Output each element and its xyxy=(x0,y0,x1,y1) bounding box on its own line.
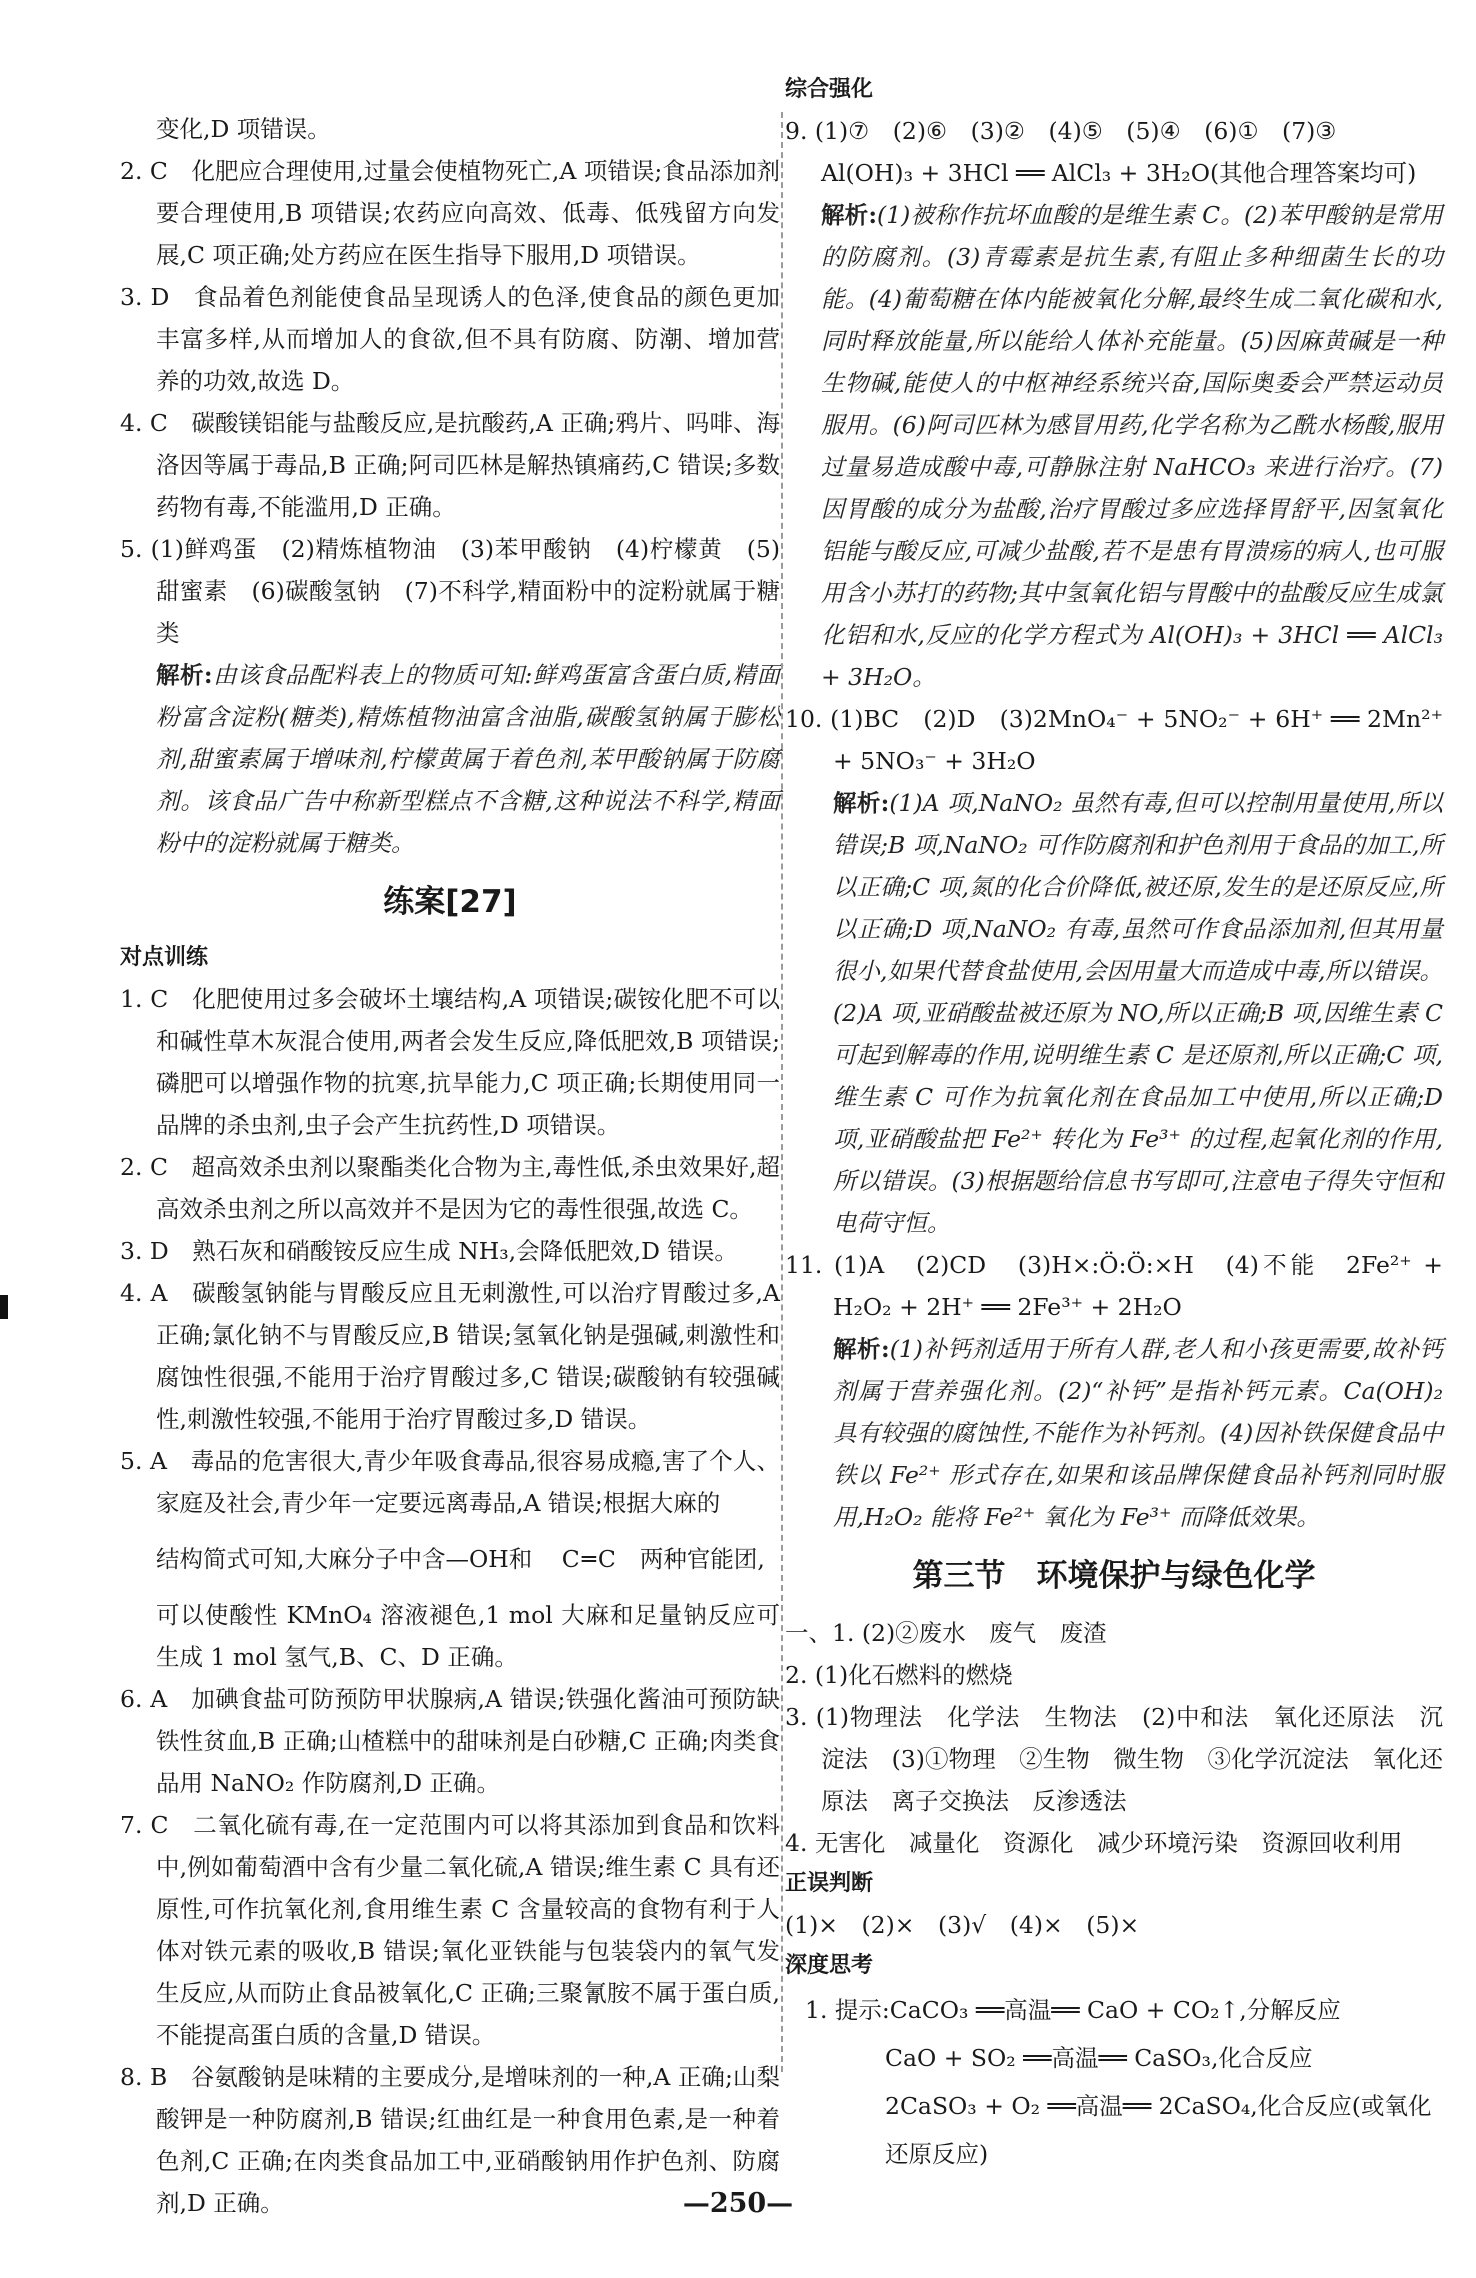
question-3: 3. D 熟石灰和硝酸铵反应生成 NH₃,会降低肥效,D 错误。 xyxy=(120,1237,738,1265)
fill-answer-3: 3. (1)物理法 化学法 生物法 (2)中和法 氧化还原法 沉淀法 (3)①物理 ②生物 微生物 ③化学沉淀法 氧化还原法 离子交换法 反渗透法 xyxy=(785,1703,1443,1815)
analysis-label: 解析: xyxy=(833,1335,890,1363)
equation-1: 1. 提示:CaCO₃ ══高温══ CaO + CO₂↑,分解反应 xyxy=(805,1996,1341,2024)
question-5: 5. A 毒品的危害很大,青少年吸食毒品,很容易成瘾,害了个人、家庭及社会,青少年一定要远离毒品,A 错误;根据大麻的 xyxy=(120,1447,780,1517)
section-heading: 正误判断 xyxy=(785,1871,874,1896)
question-2: 2. C 超高效杀虫剂以聚酯类化合物为主,毒性低,杀虫效果好,超高效杀虫剂之所以高效并不是因为它的毒性很强,故选 C。 xyxy=(120,1153,780,1223)
question-5-cont: 可以使酸性 KMnO₄ 溶液褪色,1 mol 大麻和足量钠反应可生成 1 mol 氢气,B、C、D 正确。 xyxy=(156,1601,780,1671)
answer-4: 4. C 碳酸镁铝能与盐酸反应,是抗酸药,A 正确;鸦片、吗啡、海洛因等属于毒品,B 正确;阿司匹林是解热镇痛药,C 错误;多数药物有毒,不能滥用,D 正确。 xyxy=(120,409,780,521)
section-heading: 深度思考 xyxy=(785,1953,874,1978)
analysis-label: 解析: xyxy=(821,201,878,229)
right-column xyxy=(785,70,1443,2178)
analysis-10 xyxy=(785,782,1443,1244)
column-divider xyxy=(781,112,783,2072)
question-9: 9. (1)⑦ (2)⑥ (3)② (4)⑤ (5)④ (6)① (7)③ xyxy=(785,117,1337,145)
answer-text: 变化,D 项错误。 xyxy=(156,115,331,143)
answer-2: 2. C 化肥应合理使用,过量会使植物死亡,A 项错误;食品添加剂要合理使用,B 项错误;农药应向高效、低毒、低残留方向发展,C 项正确;处方药应在医生指导下服用,D 项错误。 xyxy=(120,157,780,269)
question-9-equation: Al(OH)₃ + 3HCl ══ AlCl₃ + 3H₂O(其他合理答案均可) xyxy=(821,159,1417,187)
analysis-5 xyxy=(120,654,780,864)
equation-3: 2CaSO₃ + O₂ ══高温══ 2CaSO₄,化合反应(或氧化还原反应) xyxy=(885,2092,1432,2168)
section-heading: 对点训练 xyxy=(120,945,209,970)
page-number: —250— xyxy=(682,2188,794,2219)
fill-answer-4: 4. 无害化 减量化 资源化 减少环境污染 资源回收利用 xyxy=(785,1829,1403,1857)
analysis-9 xyxy=(785,194,1443,698)
structure-text-end: 两种官能团, xyxy=(639,1545,765,1573)
section-heading: 综合强化 xyxy=(785,77,874,102)
question-4: 4. A 碳酸氢钠能与胃酸反应且无刺激性,可以治疗胃酸过多,A 正确;氯化钠不与胃酸反应,B 错误;氢氧化钠是强碱,刺激性和腐蚀性很强,不能用于治疗胃酸过多,C 错误;碳酸钠有较强碱性,刺激性较强,不能用于治疗胃酸过多,D 错误。 xyxy=(120,1279,780,1433)
analysis-label: 解析: xyxy=(833,789,890,817)
margin-mark xyxy=(0,1295,8,1319)
answer-3: 3. D 食品着色剂能使食品呈现诱人的色泽,使食品的颜色更加丰富多样,从而增加人的食欲,但不具有防腐、防潮、增加营养的功效,故选 D。 xyxy=(120,283,780,395)
section-title: 第三节 环境保护与绿色化学 xyxy=(912,1558,1316,1594)
question-1: 1. C 化肥使用过多会破坏土壤结构,A 项错误;碳铵化肥不可以和碱性草木灰混合使用,两者会发生反应,降低肥效,B 项错误;磷肥可以增强作物的抗寒,抗旱能力,C 项正确;长期使用同一品牌的杀虫剂,虫子会产生抗药性,D 项错误。 xyxy=(120,985,780,1139)
fill-answer-1: 一、1. (2)②废水 废气 废渣 xyxy=(785,1619,1107,1647)
fill-answer-2: 2. (1)化石燃料的燃烧 xyxy=(785,1661,1013,1689)
left-column xyxy=(120,108,780,2224)
structure-text: 结构简式可知,大麻分子中含—OH和 xyxy=(156,1545,533,1573)
question-11: 11. (1)A (2)CD (3)H×:Ö:Ö:×H (4)不能 2Fe²⁺ + H₂O₂ + 2H⁺ ══ 2Fe³⁺ + 2H₂O xyxy=(785,1251,1443,1321)
true-false-answers: (1)× (2)× (3)√ (4)× (5)× xyxy=(785,1911,1140,1939)
section-title: 练案[27] xyxy=(383,884,517,920)
equation-2: CaO + SO₂ ══高温══ CaSO₃,化合反应 xyxy=(885,2044,1313,2072)
question-6: 6. A 加碘食盐可防预防甲状腺病,A 错误;铁强化酱油可预防缺铁性贫血,B 正确;山楂糕中的甜味剂是白砂糖,C 正确;肉类食品用 NaNO₂ 作防腐剂,D 正确。 xyxy=(120,1685,780,1797)
analysis-label: 解析: xyxy=(156,661,213,689)
analysis-text: (1)被称作抗坏血酸的是维生素 C。(2)苯甲酸钠是常用的防腐剂。(3)青霉素是抗生素,有阻止多种细菌生长的功能。(4)葡萄糖在体内能被氧化分解,最终生成二氧化碳和水,同时释放能量,所以能给人体补充能量。(5)因麻黄碱是一种生物碱,能使人的中枢神经系统兴奋,国际奥委会严禁运动员服用。(6)阿司匹林为感冒用药,化学名称为乙酰水杨酸,服用过量易造成酸中毒,可静脉注射 NaHCO₃ 来进行治疗。(7)因胃酸的成分为盐酸,治疗胃酸过多应选择胃舒平,因氢氧化铝能与酸反应,可减少盐酸,若不是患有胃溃疡的病人,也可服用含小苏打的药物;其中氢氧化铝与胃酸中的盐酸反应生成氯化铝和水,反应的化学方程式为 Al(OH)₃ + 3HCl ══ AlCl₃ + 3H₂O。 xyxy=(821,201,1443,691)
analysis-text: 由该食品配料表上的物质可知:鲜鸡蛋富含蛋白质,精面粉富含淀粉(糖类),精炼植物油富含油脂,碳酸氢钠属于膨松剂,甜蜜素属于增味剂,柠檬黄属于着色剂,苯甲酸钠属于防腐剂。该食品广告中称新型糕点不含糖,这种说法不科学,精面粉中的淀粉就属于糖类。 xyxy=(156,661,780,857)
analysis-text: (1)补钙剂适用于所有人群,老人和小孩更需要,故补钙剂属于营养强化剂。(2)“补钙”是指补钙元素。Ca(OH)₂ 具有较强的腐蚀性,不能作为补钙剂。(4)因补铁保健食品中铁以 Fe²⁺ 形式存在,如果和该品牌保健食品补钙剂同时服用,H₂O₂ 能将 Fe²⁺ 氧化为 Fe³⁺ 而降低效果。 xyxy=(833,1335,1443,1531)
analysis-text: (1)A 项,NaNO₂ 虽然有毒,但可以控制用量使用,所以错误;B 项,NaNO₂ 可作防腐剂和护色剂用于食品的加工,所以正确;C 项,氮的化合价降低,被还原,发生的是还原反应,所以正确;D 项,NaNO₂ 有毒,虽然可作食品添加剂,但其用量很小,如果代替食盐使用,会因用量大而造成中毒,所以错误。(2)A 项,亚硝酸盐被还原为 NO,所以正确;B 项,因维生素 C 可起到解毒的作用,说明维生素 C 是还原剂,所以正确;C 项,维生素 C 可作为抗氧化剂在食品加工中使用,所以正确;D 项,亚硝酸盐把 Fe²⁺ 转化为 Fe³⁺ 的过程,起氧化剂的作用,所以错误。(3)根据题给信息书写即可,注意电子得失守恒和电荷守恒。 xyxy=(833,789,1443,1237)
question-10: 10. (1)BC (2)D (3)2MnO₄⁻ + 5NO₂⁻ + 6H⁺ ══ 2Mn²⁺ + 5NO₃⁻ + 3H₂O xyxy=(785,705,1443,775)
analysis-11 xyxy=(785,1328,1443,1538)
question-8: 8. B 谷氨酸钠是味精的主要成分,是增味剂的一种,A 正确;山梨酸钾是一种防腐剂,B 错误;红曲红是一种食用色素,是一种着色剂,C 正确;在肉类食品加工中,亚硝酸钠用作护色剂、防腐剂,D 正确。 xyxy=(120,2063,780,2217)
answer-5: 5. (1)鲜鸡蛋 (2)精炼植物油 (3)苯甲酸钠 (4)柠檬黄 (5)甜蜜素 (6)碳酸氢钠 (7)不科学,精面粉中的淀粉就属于糖类 xyxy=(120,535,780,647)
double-bond-structure: C═C xyxy=(561,1545,618,1573)
question-5-structure xyxy=(120,1524,780,1594)
question-7: 7. C 二氧化硫有毒,在一定范围内可以将其添加到食品和饮料中,例如葡萄酒中含有少量二氧化硫,A 错误;维生素 C 具有还原性,可作抗氧化剂,食用维生素 C 含量较高的食物有利于人体对铁元素的吸收,B 错误;氧化亚铁能与包装袋内的氧气发生反应,从而防止食品被氧化,C 正确;三聚氰胺不属于蛋白质,不能提高蛋白质的含量,D 错误。 xyxy=(120,1811,780,2049)
